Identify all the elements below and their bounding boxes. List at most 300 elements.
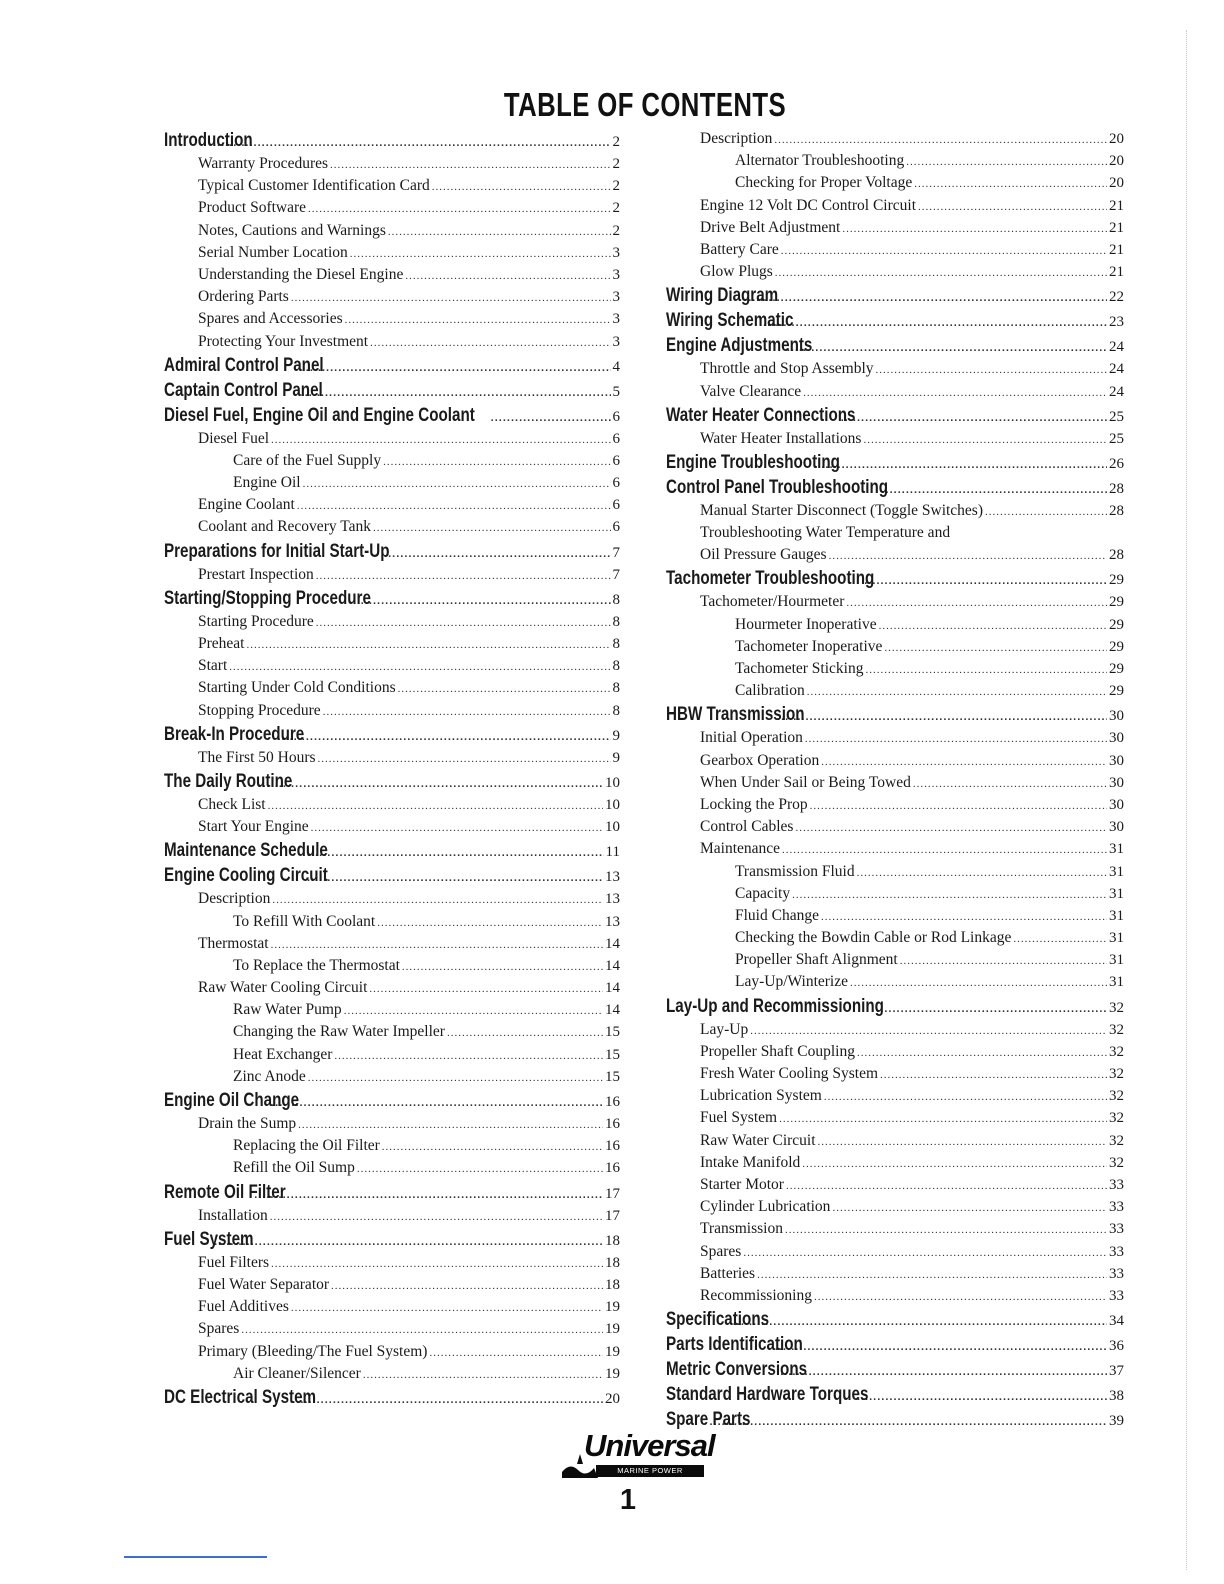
toc-entry-title: Engine Coolant (198, 496, 295, 514)
toc-page-number: 33 (1109, 1243, 1124, 1260)
toc-entry-title: Engine Troubleshooting (666, 451, 840, 473)
toc-entry (666, 680, 1124, 702)
dot-leader (876, 359, 1107, 381)
toc-entry-title: Diesel Fuel (198, 429, 270, 447)
dot-leader (318, 748, 611, 770)
dot-leader (750, 1020, 1107, 1042)
toc-entry (666, 1107, 1124, 1129)
toc-page-number: 14 (605, 1002, 620, 1019)
toc-entry (666, 358, 1124, 380)
toc-page-number: 32 (1109, 1043, 1124, 1060)
toc-entry (164, 955, 620, 977)
toc-page-number: 19 (605, 1299, 620, 1316)
toc-entry-title: Description (198, 890, 271, 908)
toc-entry (164, 816, 620, 838)
toc-entry-title: Alternator Troubleshooting (735, 152, 905, 170)
toc-page-number: 33 (1109, 1287, 1124, 1304)
toc-entry-title: Notes, Cautions and Warnings (198, 221, 386, 239)
toc-page-number: 6 (612, 408, 620, 425)
toc-section-heading (666, 450, 1124, 475)
toc-page-number: 10 (605, 796, 620, 813)
toc-page-number: 29 (1109, 572, 1124, 589)
toc-page-number: 6 (612, 497, 620, 514)
toc-entry-title: Hourmeter Inoperative (735, 615, 877, 633)
toc-entry (164, 1341, 620, 1363)
universal-logo (560, 1428, 715, 1482)
toc-entry-title: The Daily Routine (164, 770, 293, 792)
dot-leader (864, 569, 1107, 594)
toc-entry-title: Metric Conversions (666, 1359, 808, 1381)
toc-entry-title: Preparations for Initial Start-Up (164, 540, 390, 562)
toc-entry (666, 658, 1124, 680)
toc-entry-title: Serial Number Location (198, 243, 348, 261)
toc-page-number: 24 (1109, 361, 1124, 378)
toc-entry-title: Manual Starter Disconnect (Toggle Switches) (700, 501, 984, 519)
toc-page-number: 25 (1109, 430, 1124, 447)
toc-section-heading (164, 128, 620, 153)
dot-leader (405, 265, 610, 287)
dot-leader (795, 817, 1107, 839)
toc-page-number: 20 (605, 1390, 620, 1407)
toc-page-number: 15 (605, 1068, 620, 1085)
toc-page-number: 21 (1109, 241, 1124, 258)
toc-page-number: 37 (1109, 1363, 1124, 1380)
toc-entry-title: Preheat (198, 635, 245, 652)
dot-leader (246, 634, 610, 656)
toc-page-number: 30 (1109, 819, 1124, 836)
toc-entry-title: Engine 12 Volt DC Control Circuit (700, 196, 917, 214)
toc-page-number: 32 (1109, 1066, 1124, 1082)
dot-leader (818, 1131, 1107, 1153)
toc-entry-title: Drain the Sump (198, 1115, 297, 1132)
toc-entry-title: Raw Water Circuit (700, 1131, 816, 1149)
blue-rule-divider (124, 1556, 267, 1558)
page-number: 1 (619, 1484, 637, 1516)
toc-entry (666, 750, 1124, 772)
toc-entry (164, 794, 620, 816)
dot-leader (821, 751, 1107, 773)
toc-entry (164, 999, 620, 1021)
toc-entry-title: Fuel Filters (198, 1253, 270, 1271)
toc-page-number: 21 (1109, 219, 1124, 236)
toc-entry-title: Start Your Engine (198, 818, 309, 836)
toc-entry-title: Remote Oil Filter (164, 1181, 286, 1203)
toc-entry-title: Tachometer Sticking (735, 660, 864, 677)
toc-entry-title: To Refill With Coolant (233, 912, 376, 930)
dot-leader (914, 173, 1107, 195)
toc-entry-title: Fuel Additives (198, 1298, 289, 1316)
toc-entry-title: Admiral Control Panel (164, 354, 324, 376)
toc-entry (164, 888, 620, 910)
toc-page-number: 16 (605, 1094, 620, 1110)
toc-entry (164, 494, 620, 516)
toc-page-number: 34 (1109, 1313, 1124, 1330)
toc-section-heading (164, 1180, 620, 1205)
toc-page-number: 3 (612, 289, 620, 306)
toc-section-heading (164, 722, 620, 747)
toc-page-number: 30 (1109, 796, 1124, 813)
dot-leader (241, 1319, 603, 1341)
toc-section-heading (666, 283, 1124, 308)
dot-leader (316, 565, 611, 587)
dot-leader (271, 429, 610, 451)
toc-entry-title: Maintenance (700, 840, 781, 858)
toc-page-number: 3 (612, 244, 620, 261)
toc-entry (666, 150, 1124, 172)
toc-section-heading (164, 378, 620, 403)
toc-entry (666, 1263, 1124, 1285)
toc-page-number: 14 (605, 980, 620, 997)
toc-entry-title: Tachometer Troubleshooting (666, 568, 875, 590)
toc-page-number: 29 (1109, 616, 1124, 633)
toc-entry (666, 905, 1124, 927)
toc-entry (666, 927, 1124, 949)
dot-leader (829, 545, 1107, 567)
toc-section-heading (164, 838, 620, 863)
toc-entry (666, 381, 1124, 403)
toc-entry (666, 217, 1124, 239)
toc-page-number: 14 (605, 935, 620, 952)
toc-entry (164, 516, 620, 538)
toc-entry-title: DC Electrical System (164, 1386, 317, 1408)
toc-entry-title: Gearbox Operation (700, 751, 820, 769)
toc-page-number: 39 (1109, 1413, 1124, 1430)
toc-entry-title: Captain Control Panel (164, 379, 323, 401)
toc-page-number: 3 (612, 333, 620, 350)
dot-leader (307, 841, 604, 866)
toc-page-number: 19 (605, 1343, 620, 1360)
toc-section-heading (164, 863, 620, 888)
toc-entry (666, 614, 1124, 636)
toc-entry (164, 1044, 620, 1066)
toc-page-number: 31 (1109, 907, 1124, 924)
toc-page-number: 18 (605, 1232, 620, 1249)
toc-entry (666, 500, 1124, 522)
dot-leader (383, 451, 610, 473)
toc-entry-title: Locking the Prop (700, 795, 808, 813)
toc-entry (164, 633, 620, 655)
toc-entry (666, 428, 1124, 450)
toc-entry-title: Starting Procedure (198, 612, 314, 630)
toc-entry (164, 677, 620, 699)
dot-leader (803, 382, 1107, 404)
toc-entry (164, 1135, 620, 1157)
toc-entry-title: Air Cleaner/Silencer (233, 1364, 361, 1382)
toc-page-number: 11 (605, 844, 620, 861)
toc-page-number: 15 (605, 1024, 620, 1041)
dot-leader (782, 839, 1107, 861)
toc-entry-title: Engine Oil Change (164, 1090, 300, 1111)
toc-entry-title: Understanding the Diesel Engine (198, 265, 404, 283)
toc-entry (164, 331, 620, 353)
page-title: TABLE OF CONTENTS (503, 86, 787, 123)
toc-entry (666, 239, 1124, 261)
toc-section-heading (666, 333, 1124, 358)
toc-entry (666, 838, 1124, 860)
dot-leader (805, 728, 1107, 750)
toc-page-number: 10 (605, 819, 620, 836)
dot-leader (331, 1275, 603, 1297)
toc-entry (164, 428, 620, 450)
toc-page-number: 21 (1109, 264, 1124, 281)
toc-entry-title: Wiring Schematic (666, 310, 794, 332)
toc-entry (164, 450, 620, 472)
toc-page-number: 13 (605, 891, 620, 908)
dot-leader (879, 615, 1107, 637)
toc-entry-title: Starter Motor (700, 1175, 784, 1193)
toc-page-number: 29 (1109, 638, 1124, 655)
toc-entry-title: Introduction (164, 130, 253, 151)
toc-entry (666, 522, 1124, 544)
dot-leader (363, 1364, 603, 1386)
toc-page-number: 26 (1109, 455, 1124, 472)
dot-leader (272, 889, 603, 911)
dot-leader (344, 1000, 603, 1022)
dot-leader (857, 862, 1107, 884)
dot-leader (880, 1064, 1107, 1086)
toc-entry (666, 1218, 1124, 1240)
dot-leader (807, 681, 1107, 703)
toc-entry (666, 971, 1124, 993)
toc-page-number: 23 (1109, 314, 1124, 331)
dot-leader (297, 495, 611, 517)
toc-page-number: 29 (1109, 661, 1124, 677)
toc-entry (164, 911, 620, 933)
dot-leader (841, 406, 1107, 431)
toc-page-number: 15 (605, 1046, 620, 1063)
toc-page-number: 8 (612, 591, 620, 608)
toc-page-number: 16 (605, 1160, 620, 1177)
toc-page-number: 30 (1109, 774, 1124, 791)
toc-page-number: 18 (605, 1254, 620, 1271)
toc-entry (164, 564, 620, 586)
toc-section-heading (666, 1357, 1124, 1382)
dot-leader (779, 1108, 1107, 1130)
toc-entry (164, 1113, 620, 1135)
dot-leader (775, 262, 1107, 284)
toc-entry-title: Transmission Fluid (735, 862, 855, 880)
toc-entry (164, 611, 620, 633)
toc-entry-title: Troubleshooting Water Temperature and (700, 524, 951, 542)
toc-section-heading (666, 994, 1124, 1019)
toc-entry-title: Tachometer Inoperative (735, 637, 883, 655)
toc-page-number: 31 (1109, 930, 1124, 947)
toc-page-number: 19 (605, 1365, 620, 1382)
dot-leader (985, 501, 1107, 523)
toc-entry (666, 1063, 1124, 1085)
toc-entry (164, 1157, 620, 1179)
dot-leader (369, 978, 603, 1000)
toc-entry-title: Check List (198, 795, 266, 813)
toc-page-number: 8 (612, 702, 620, 719)
toc-page-number: 10 (605, 774, 620, 791)
toc-page-number: 31 (1109, 885, 1124, 902)
toc-entry (164, 175, 620, 197)
toc-entry-title: Valve Clearance (700, 382, 802, 400)
toc-entry (164, 472, 620, 494)
dot-leader (757, 1264, 1107, 1286)
toc-page-number: 18 (605, 1276, 620, 1293)
toc-entry-title: Cylinder Lubrication (700, 1198, 831, 1216)
toc-entry-title: Propeller Shaft Alignment (735, 951, 898, 969)
toc-page-number: 38 (1109, 1388, 1124, 1405)
toc-page-number: 8 (612, 658, 620, 675)
toc-entry (666, 1285, 1124, 1307)
toc-entry (164, 1363, 620, 1385)
toc-entry-title: Lubrication System (700, 1087, 822, 1105)
toc-entry (164, 747, 620, 769)
toc-entry (164, 1205, 620, 1227)
toc-page-number: 20 (1109, 175, 1124, 192)
toc-entry-title: Warranty Procedures (198, 155, 329, 172)
dot-leader (802, 1153, 1107, 1175)
toc-page-number: 31 (1109, 863, 1124, 880)
dot-leader (323, 701, 611, 723)
toc-page-number: 31 (1109, 841, 1124, 858)
toc-entry-title: Spare Parts (666, 1409, 751, 1431)
dot-leader (373, 517, 611, 539)
dot-leader (271, 1091, 603, 1116)
toc-entry (164, 977, 620, 999)
dot-leader (857, 1042, 1107, 1064)
toc-entry-title: Thermostat (198, 934, 269, 952)
toc-entry-title: Throttle and Stop Assembly (700, 360, 874, 378)
toc-page-number: 31 (1109, 952, 1124, 969)
dot-leader (377, 912, 603, 934)
dot-leader (821, 906, 1107, 928)
toc-entry-title: Protecting Your Investment (198, 332, 369, 350)
toc-page-number: 4 (612, 358, 620, 375)
dot-leader (277, 725, 610, 750)
toc-page-number: 7 (612, 544, 620, 561)
toc-entry-title: Checking the Bowdin Cable or Rod Linkage (735, 929, 1012, 947)
toc-entry-title: Initial Operation (700, 729, 803, 747)
toc-page-number: 20 (1109, 153, 1124, 170)
dot-leader (865, 659, 1107, 681)
dot-leader (298, 1114, 603, 1136)
toc-section-heading (666, 1332, 1124, 1357)
toc-page-number: 3 (612, 266, 620, 283)
dot-leader (229, 656, 610, 678)
dot-leader (792, 884, 1107, 906)
toc-entry-title: Glow Plugs (700, 263, 773, 281)
dot-leader (710, 1410, 1107, 1435)
dot-leader (743, 1242, 1107, 1264)
toc-entry (164, 308, 620, 330)
toc-entry-title: Batteries (700, 1264, 756, 1282)
dot-leader (398, 678, 611, 700)
toc-page-number: 6 (612, 519, 620, 536)
toc-page-number: 28 (1109, 502, 1124, 519)
dot-leader (370, 332, 610, 354)
toc-entry-title: Primary (Bleeding/The Fuel System) (198, 1342, 428, 1360)
toc-entry-title: Installation (198, 1206, 268, 1224)
dot-leader (777, 705, 1107, 730)
toc-entry-title: Propeller Shaft Coupling (700, 1042, 855, 1060)
toc-page-number: 25 (1109, 408, 1124, 425)
toc-entry-title: Engine Adjustments (666, 335, 813, 357)
toc-page-number: 32 (1109, 1132, 1124, 1149)
dot-leader (350, 243, 611, 265)
toc-page-number: 22 (1109, 289, 1124, 306)
toc-entry (666, 816, 1124, 838)
dot-leader (307, 866, 603, 891)
dot-leader (271, 1253, 603, 1275)
toc-page-number: 21 (1109, 197, 1124, 214)
dot-leader (491, 406, 611, 431)
toc-page-number: 16 (605, 1116, 620, 1132)
dot-leader (308, 1067, 603, 1089)
dot-leader (786, 1175, 1107, 1197)
toc-page-number: 29 (1109, 683, 1124, 700)
toc-section-heading (666, 403, 1124, 428)
toc-entry (666, 772, 1124, 794)
dot-leader (402, 956, 603, 978)
toc-section-heading (164, 769, 620, 794)
toc-section-heading (666, 308, 1124, 333)
toc-entry (666, 861, 1124, 883)
toc-entry (666, 636, 1124, 658)
toc-section-heading (164, 1227, 620, 1252)
toc-entry (666, 1085, 1124, 1107)
dot-leader (814, 1286, 1107, 1308)
toc-page-number: 20 (1109, 131, 1124, 147)
toc-page-number: 32 (1109, 1088, 1124, 1105)
toc-entry (666, 195, 1124, 217)
dot-leader (432, 176, 611, 198)
toc-entry (164, 1274, 620, 1296)
toc-entry-title: Care of the Fuel Supply (233, 451, 382, 469)
toc-entry (164, 197, 620, 219)
toc-entry (666, 1196, 1124, 1218)
toc-entry-title: Ordering Parts (198, 288, 289, 306)
toc-entry (666, 1130, 1124, 1152)
toc-entry-title: Stopping Procedure (198, 701, 321, 719)
toc-entry (164, 655, 620, 677)
toc-entry (164, 220, 620, 242)
toc-page-number: 32 (1109, 1021, 1124, 1038)
toc-section-heading (666, 566, 1124, 591)
toc-entry (666, 949, 1124, 971)
dot-leader (744, 286, 1107, 311)
dot-leader (330, 154, 610, 176)
dot-leader (292, 1388, 603, 1413)
toc-entry-title: Fresh Water Cooling System (700, 1065, 879, 1082)
toc-page-number: 2 (612, 156, 620, 172)
toc-entry (666, 1019, 1124, 1041)
toc-entry-title: Refill the Oil Sump (233, 1159, 355, 1177)
toc-page-number: 16 (605, 1138, 620, 1155)
toc-entry-title: HBW Transmission (666, 704, 805, 726)
toc-page-number: 33 (1109, 1265, 1124, 1282)
toc-entry-title: Description (700, 130, 773, 147)
dot-leader (382, 1136, 603, 1158)
dot-leader (900, 950, 1107, 972)
toc-entry (164, 1252, 620, 1274)
dot-leader (857, 1385, 1107, 1410)
toc-page-number: 33 (1109, 1221, 1124, 1238)
toc-entry-title: Lay-Up and Recommissioning (666, 995, 884, 1017)
toc-page-number: 28 (1109, 480, 1124, 497)
dot-leader (316, 612, 611, 634)
toc-entry (666, 794, 1124, 816)
toc-section-heading (164, 353, 620, 378)
toc-entry-title: Battery Care (700, 240, 779, 258)
toc-entry-title: Tachometer/Hourmeter (700, 593, 845, 611)
toc-entry (666, 883, 1124, 905)
dot-leader (832, 1197, 1107, 1219)
dot-leader (302, 356, 611, 381)
